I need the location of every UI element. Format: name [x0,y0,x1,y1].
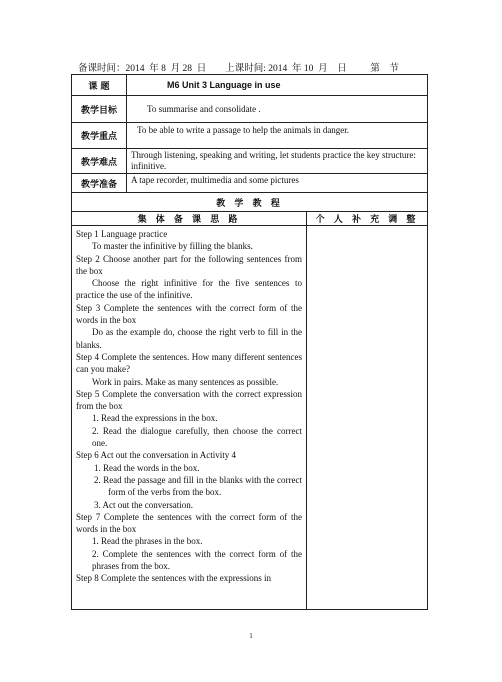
step-line: Step 5 Complete the conversation with the correct expression from the box [76,388,302,412]
step-line: 1. Read the phrases in the box. [92,536,203,547]
step-line: Step 6 Act out the conversation in Activity 4 [76,450,236,461]
step-line: Do as the example do, choose the right verb to fill in the blanks. [76,327,302,350]
step-line: 2. Complete the sentences with the correct form of the phrases from the box. [92,548,302,572]
page-number: 1 [249,632,253,640]
step-line: Step 4 Complete the sentences. How many different sentences can you make? [76,351,302,375]
header-line [78,60,399,74]
personal-notes-cell [307,226,428,610]
step-line: 2. Read the passage and fill in the blanks with the correct form of the verbs from the box. [94,474,302,498]
step-line: 2. Read the dialogue carefully, then choose the correct one. [92,425,302,449]
step-line: Step 8 Complete the sentences with the expressions in [76,573,271,584]
period: 第 节 [370,64,399,74]
key-value: To be able to write a passage to help the animals in danger. [127,123,428,149]
process-title: 教 学 教 程 [72,193,428,212]
step-line: 1. Read the expressions in the box. [92,413,218,424]
difficulty-value: Through listening, speaking and writing, let students practice the key structure: infinitive. [127,149,428,174]
difficulty-label: 教学难点 [72,149,127,174]
steps-cell [72,226,307,610]
topic-label: 课 题 [72,75,127,96]
prep-time: 备课时间：2014 年 8 月 28 日 [78,64,207,74]
goal-value: To summarise and consolidate . [127,96,428,123]
prep-value: A tape recorder, multimedia and some pictures [127,174,428,193]
key-label: 教学重点 [72,123,127,149]
step-line: Step 2 Choose another part for the following sentences from the box [76,253,302,276]
lesson-plan-table [71,74,428,610]
prep-label: 教学准备 [72,174,127,193]
step-line: 3. Act out the conversation. [94,499,193,510]
step-line: 1. Read the words in the box. [94,462,200,473]
col-left-header: 集 体 备 课 思 路 [72,212,307,226]
goal-label: 教学目标 [72,96,127,123]
step-line: Step 1 Language practice [76,229,168,239]
step-line: Step 3 Complete the sentences with the correct form of the words in the box [76,302,302,326]
step-line: Step 7 Complete the sentences with the correct form of the words in the box [76,511,302,535]
step-line: To master the infinitive by filling the blanks. [92,241,253,252]
class-time: 上课时间: 2014 年 10 月 日 [225,64,347,74]
step-line: Choose the right infinitive for the five sentences to practice the use of the infinitive. [76,278,302,301]
col-right-header: 个 人 补 充 调 整 [307,212,428,226]
step-line: Work in pairs. Make as many sentences as possible. [92,376,279,387]
topic-value: M6 Unit 3 Language in use [127,75,428,96]
